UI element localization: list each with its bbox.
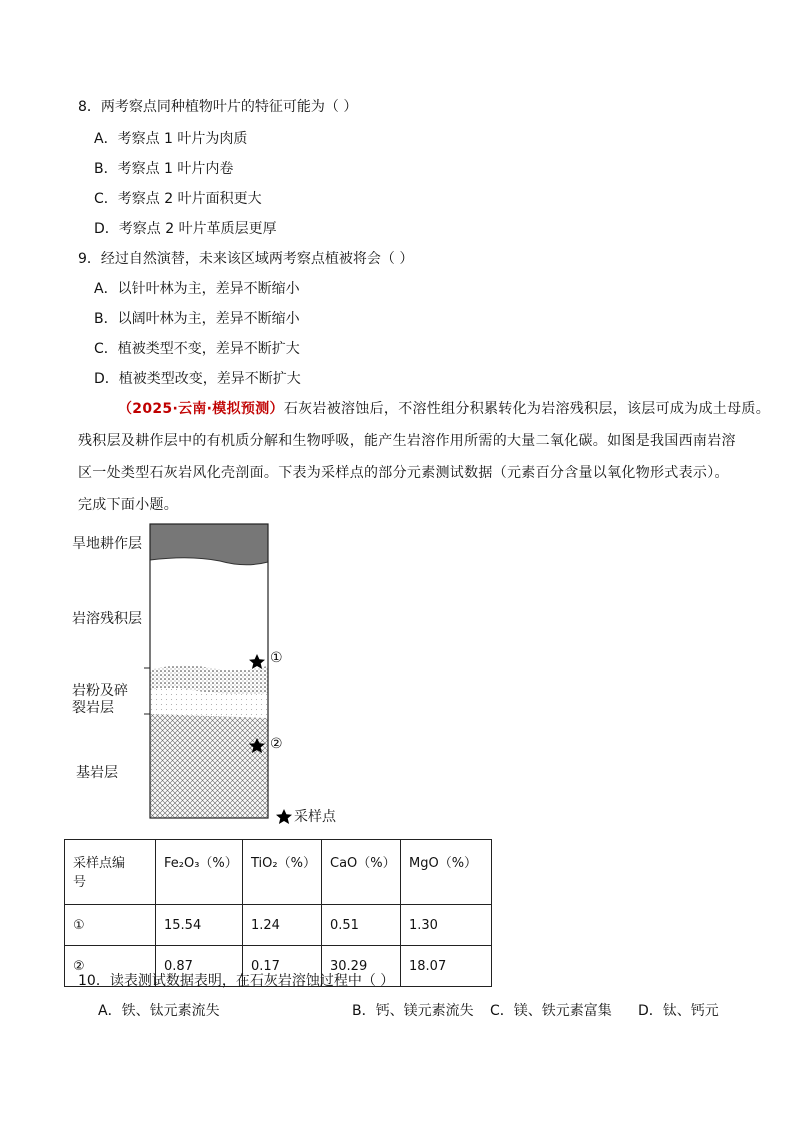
element-data-table (64, 839, 492, 987)
q10-option-c: C．镁、铁元素富集 (490, 1003, 612, 1019)
source-tag: （2025·云南·模拟预测） (118, 401, 284, 417)
cell-ca: 30.29 (322, 946, 401, 987)
cell-mg: 1.30 (401, 905, 492, 946)
q9-option-d: D．植被类型改变，差异不断扩大 (94, 371, 301, 387)
q9-option-a: A．以针叶林为主，差异不断缩小 (94, 281, 300, 297)
header-mgo: MgO（%） (401, 840, 492, 905)
header-fe2o3: Fe₂O₃（%） (156, 840, 243, 905)
cell-id: ② (65, 946, 156, 987)
q10-option-b: B．钙、镁元素流失 (352, 1003, 474, 1019)
q8-option-d: D．考察点 2 叶片革质层更厚 (94, 221, 277, 237)
label-residual-layer: 岩溶残积层 (72, 611, 142, 627)
q8-option-c: C．考察点 2 叶片面积更大 (94, 191, 262, 207)
cell-ti: 0.17 (243, 946, 322, 987)
passage-line-1: （2025·云南·模拟预测）石灰岩被溶蚀后，不溶性组分积累转化为岩溶残积层，该层可成为成土母质。 (118, 401, 771, 417)
q10-option-d: D．钛、钙元 (638, 1003, 719, 1019)
label-farm-layer: 旱地耕作层 (72, 536, 142, 552)
passage-line-4: 完成下面小题。 (78, 497, 179, 513)
farm-layer-shape (150, 524, 268, 565)
label-powder-layer-1: 岩粉及碎 (72, 683, 128, 699)
cell-mg: 18.07 (401, 946, 492, 987)
header-cao: CaO（%） (322, 840, 401, 905)
q9-stem: 9．经过自然演替，未来该区域两考察点植被将会（ ） (78, 251, 414, 267)
cell-ti: 1.24 (243, 905, 322, 946)
header-tio2: TiO₂（%） (243, 840, 322, 905)
legend-label: 采样点 (294, 809, 336, 825)
table-header-row (65, 840, 492, 905)
cell-fe: 15.54 (156, 905, 243, 946)
q10-option-a: A．铁、钛元素流失 (98, 1003, 220, 1019)
q8-option-a: A．考察点 1 叶片为肉质 (94, 131, 248, 147)
q9-option-c: C．植被类型不变，差异不断扩大 (94, 341, 300, 357)
label-point-1: ① (270, 650, 283, 666)
label-point-2: ② (270, 736, 283, 752)
cell-fe: 0.87 (156, 946, 243, 987)
q8-option-b: B．考察点 1 叶片内卷 (94, 161, 234, 177)
q10-stem: 10．读表测试数据表明，在石灰岩溶蚀过程中（ ） (78, 973, 395, 989)
label-powder-layer-2: 裂岩层 (72, 700, 114, 716)
bedrock-layer-shape (150, 714, 268, 818)
label-bedrock-layer: 基岩层 (76, 765, 118, 781)
legend-star (276, 809, 292, 824)
header-sample-id: 采样点编 号 (65, 840, 156, 905)
table-row (65, 905, 492, 946)
q9-option-b: B．以阔叶林为主，差异不断缩小 (94, 311, 300, 327)
cell-ca: 0.51 (322, 905, 401, 946)
cell-id: ① (65, 905, 156, 946)
q8-stem: 8．两考察点同种植物叶片的特征可能为（ ） (78, 99, 358, 115)
passage-line-2: 残积层及耕作层中的有机质分解和生物呼吸，能产生岩溶作用所需的大量二氧化碳。如图是我国西南岩溶 (78, 433, 736, 449)
passage-line-3: 区一处类型石灰岩风化壳剖面。下表为采样点的部分元素测试数据（元素百分含量以氧化物形式表示）。 (78, 465, 729, 481)
sample-star-1 (249, 654, 265, 669)
